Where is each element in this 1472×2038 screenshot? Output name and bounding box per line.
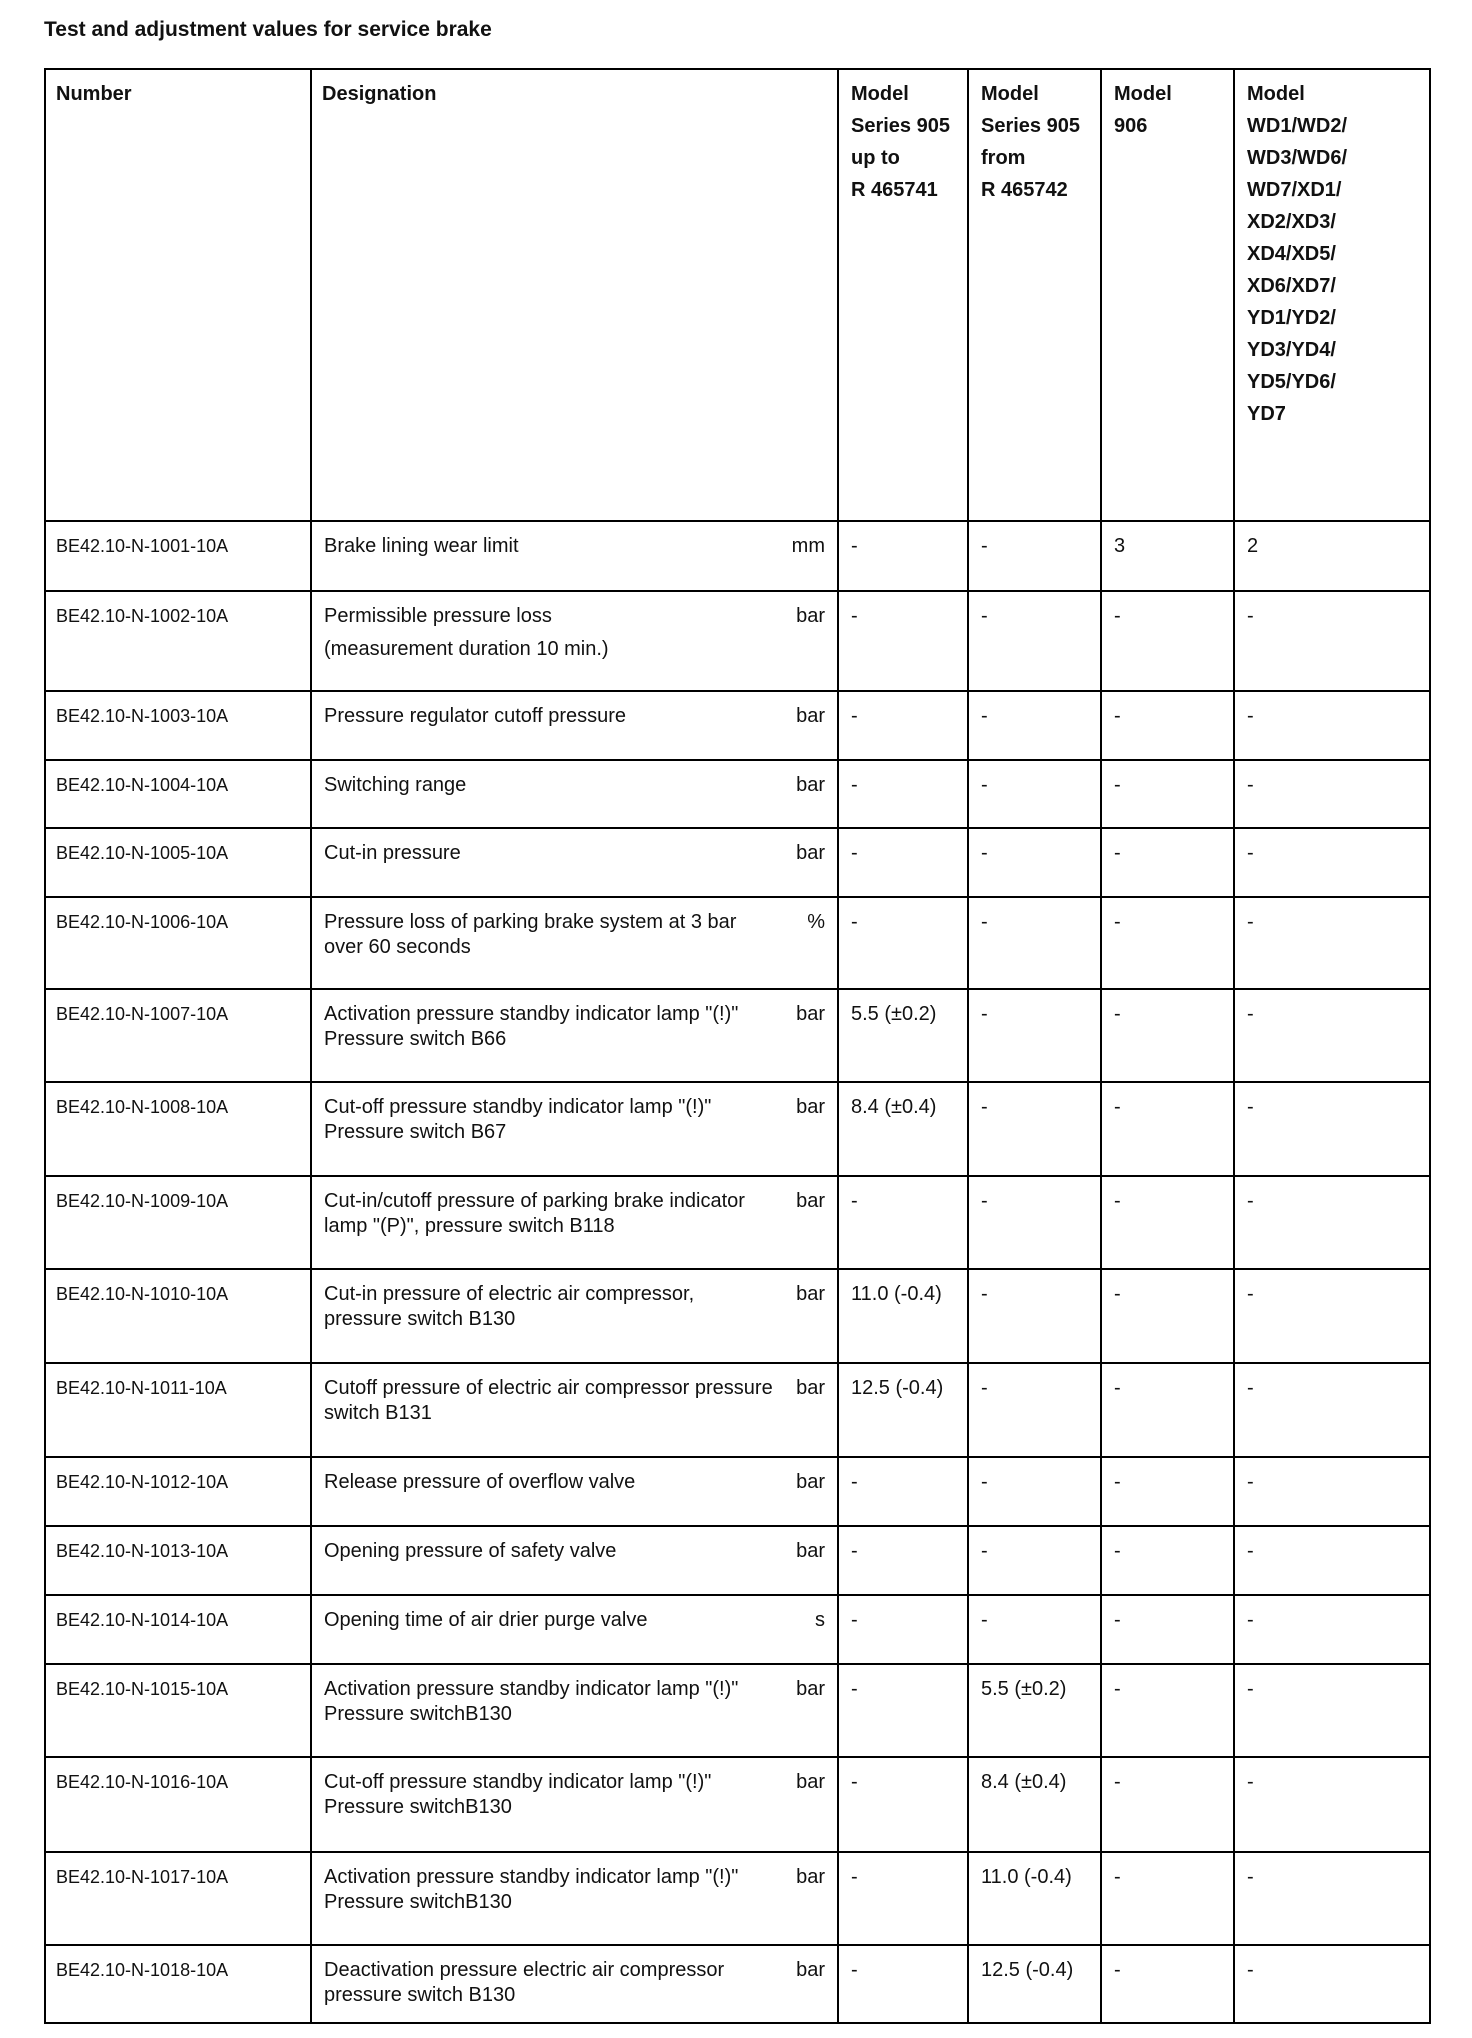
unit-label: bar (796, 1471, 825, 1493)
table-row (45, 1269, 1430, 1363)
cell-designation (311, 691, 838, 760)
unit-label: bar (796, 1959, 825, 1981)
header-line: WD3/WD6/ (1247, 147, 1347, 169)
cell-model-2: - (968, 1082, 1101, 1176)
unit-label: bar (796, 774, 825, 796)
designation-text: Pressure loss of parking brake system at 3 bar over 60 seconds (324, 911, 737, 958)
table-body (45, 521, 1430, 2023)
table-row (45, 1757, 1430, 1852)
designation-text: Deactivation pressure electric air compressor pressure switch B130 (324, 1959, 725, 2006)
cell-model-2: - (968, 1269, 1101, 1363)
cell-number: BE42.10-N-1008-10A (45, 1082, 311, 1176)
cell-model-3: 3 (1101, 521, 1234, 591)
unit-label: bar (796, 1190, 825, 1212)
cell-designation (311, 760, 838, 828)
unit-label: bar (796, 1866, 825, 1888)
designation-text: Cut-in pressure of electric air compressor, pressure switch B130 (324, 1283, 695, 1330)
table-row (45, 1457, 1430, 1526)
cell-model-1: - (838, 521, 968, 591)
cell-model-4: - (1234, 1176, 1430, 1269)
cell-model-4: 2 (1234, 521, 1430, 591)
cell-designation (311, 591, 838, 691)
cell-model-2: 8.4 (±0.4) (968, 1757, 1101, 1852)
cell-model-2: - (968, 1176, 1101, 1269)
cell-model-1: - (838, 1945, 968, 2023)
table-row (45, 989, 1430, 1082)
header-model-3 (1101, 69, 1234, 521)
cell-model-1: - (838, 897, 968, 989)
header-line: Series 905 (851, 115, 950, 137)
cell-model-1: - (838, 760, 968, 828)
designation-text: Activation pressure standby indicator lamp "(!)" Pressure switchB130 (324, 1678, 739, 1725)
cell-model-1: - (838, 828, 968, 897)
cell-model-3: - (1101, 1082, 1234, 1176)
cell-model-4: - (1234, 760, 1430, 828)
header-line: XD4/XD5/ (1247, 243, 1336, 265)
cell-designation (311, 1269, 838, 1363)
header-line: YD3/YD4/ (1247, 339, 1336, 361)
cell-designation (311, 1526, 838, 1595)
cell-model-2: 12.5 (-0.4) (968, 1945, 1101, 2023)
unit-label: bar (796, 605, 825, 627)
header-line: WD1/WD2/ (1247, 115, 1347, 137)
table-row (45, 1363, 1430, 1457)
cell-model-2: - (968, 1526, 1101, 1595)
designation-text: Cut-off pressure standby indicator lamp "(!)" Pressure switchB130 (324, 1771, 712, 1818)
cell-model-2: - (968, 1595, 1101, 1664)
cell-model-2: - (968, 760, 1101, 828)
header-line: from (981, 147, 1026, 169)
cell-model-4: - (1234, 691, 1430, 760)
cell-model-2: 5.5 (±0.2) (968, 1664, 1101, 1757)
table-row (45, 897, 1430, 989)
cell-model-1: - (838, 1176, 968, 1269)
table-row (45, 1945, 1430, 2023)
header-line: R 465741 (851, 179, 938, 201)
header-line: XD6/XD7/ (1247, 275, 1336, 297)
table-row (45, 591, 1430, 691)
cell-model-1: 12.5 (-0.4) (838, 1363, 968, 1457)
cell-designation (311, 989, 838, 1082)
cell-model-3: - (1101, 828, 1234, 897)
designation-text: Activation pressure standby indicator lamp "(!)" Pressure switch B66 (324, 1003, 739, 1050)
cell-model-3: - (1101, 1852, 1234, 1945)
cell-model-3: - (1101, 760, 1234, 828)
designation-text: Brake lining wear limit (324, 535, 519, 557)
cell-model-4: - (1234, 1526, 1430, 1595)
cell-model-2: - (968, 1363, 1101, 1457)
table-row (45, 1595, 1430, 1664)
designation-text: Opening time of air drier purge valve (324, 1609, 648, 1631)
cell-model-4: - (1234, 1457, 1430, 1526)
cell-model-3: - (1101, 1269, 1234, 1363)
cell-designation (311, 828, 838, 897)
cell-model-4: - (1234, 897, 1430, 989)
cell-number: BE42.10-N-1014-10A (45, 1595, 311, 1664)
unit-label: % (807, 911, 825, 933)
cell-designation (311, 1757, 838, 1852)
header-line: YD7 (1247, 403, 1286, 425)
cell-number: BE42.10-N-1002-10A (45, 591, 311, 691)
page-title: Test and adjustment values for service brake (44, 18, 492, 41)
cell-model-3: - (1101, 1176, 1234, 1269)
cell-model-2: - (968, 691, 1101, 760)
cell-number: BE42.10-N-1010-10A (45, 1269, 311, 1363)
cell-designation (311, 1363, 838, 1457)
unit-label: bar (796, 1771, 825, 1793)
cell-model-2: - (968, 989, 1101, 1082)
cell-model-4: - (1234, 1664, 1430, 1757)
cell-number: BE42.10-N-1012-10A (45, 1457, 311, 1526)
cell-model-4: - (1234, 989, 1430, 1082)
table-row (45, 521, 1430, 591)
header-model-2 (968, 69, 1101, 521)
header-line: YD1/YD2/ (1247, 307, 1336, 329)
designation-text: Permissible pressure loss (324, 605, 552, 627)
cell-model-3: - (1101, 989, 1234, 1082)
cell-model-3: - (1101, 1664, 1234, 1757)
table-row (45, 760, 1430, 828)
header-line: Model (981, 83, 1039, 105)
cell-model-2: 11.0 (-0.4) (968, 1852, 1101, 1945)
cell-model-1: - (838, 591, 968, 691)
header-line: WD7/XD1/ (1247, 179, 1342, 201)
cell-model-1: - (838, 1757, 968, 1852)
unit-label: bar (796, 1377, 825, 1399)
table-row (45, 1176, 1430, 1269)
cell-model-3: - (1101, 1595, 1234, 1664)
cell-number: BE42.10-N-1017-10A (45, 1852, 311, 1945)
cell-model-1: - (838, 1526, 968, 1595)
header-line: 906 (1114, 115, 1148, 137)
cell-model-4: - (1234, 1852, 1430, 1945)
cell-model-3: - (1101, 1457, 1234, 1526)
table-row (45, 1526, 1430, 1595)
cell-number: BE42.10-N-1003-10A (45, 691, 311, 760)
designation-text: Cut-off pressure standby indicator lamp "(!)" Pressure switch B67 (324, 1096, 712, 1143)
cell-model-1: 5.5 (±0.2) (838, 989, 968, 1082)
designation-text: Pressure regulator cutoff pressure (324, 705, 627, 727)
cell-model-1: 8.4 (±0.4) (838, 1082, 968, 1176)
cell-model-2: - (968, 1457, 1101, 1526)
cell-model-4: - (1234, 828, 1430, 897)
cell-model-4: - (1234, 1082, 1430, 1176)
designation-text: Cut-in/cutoff pressure of parking brake indicator lamp "(P)", pressure switch B118 (324, 1190, 745, 1237)
unit-label: bar (796, 1540, 825, 1562)
cell-designation (311, 1945, 838, 2023)
cell-number: BE42.10-N-1009-10A (45, 1176, 311, 1269)
cell-number: BE42.10-N-1006-10A (45, 897, 311, 989)
cell-designation (311, 521, 838, 591)
designation-text: Release pressure of overflow valve (324, 1471, 636, 1493)
cell-number: BE42.10-N-1016-10A (45, 1757, 311, 1852)
cell-model-3: - (1101, 591, 1234, 691)
cell-model-3: - (1101, 1363, 1234, 1457)
cell-model-4: - (1234, 1363, 1430, 1457)
header-line: Model (851, 83, 909, 105)
cell-model-3: - (1101, 897, 1234, 989)
cell-model-2: - (968, 828, 1101, 897)
cell-model-3: - (1101, 1945, 1234, 2023)
header-line: Model (1247, 83, 1305, 105)
cell-model-2: - (968, 591, 1101, 691)
cell-number: BE42.10-N-1007-10A (45, 989, 311, 1082)
cell-number: BE42.10-N-1011-10A (45, 1363, 311, 1457)
header-line: R 465742 (981, 179, 1068, 201)
unit-label: bar (796, 1283, 825, 1305)
cell-model-3: - (1101, 1526, 1234, 1595)
cell-model-3: - (1101, 691, 1234, 760)
cell-model-2: - (968, 521, 1101, 591)
unit-label: mm (791, 535, 825, 557)
unit-label: bar (796, 1096, 825, 1118)
header-line: YD5/YD6/ (1247, 371, 1336, 393)
header-line: Series 905 (981, 115, 1080, 137)
cell-number: BE42.10-N-1004-10A (45, 760, 311, 828)
cell-model-3: - (1101, 1757, 1234, 1852)
unit-label: s (815, 1609, 825, 1631)
cell-number: BE42.10-N-1018-10A (45, 1945, 311, 2023)
cell-model-2: - (968, 897, 1101, 989)
cell-designation (311, 1595, 838, 1664)
cell-designation (311, 1176, 838, 1269)
header-model-4 (1234, 69, 1430, 521)
designation-subtext: (measurement duration 10 min.) (324, 638, 609, 660)
designation-text: Activation pressure standby indicator lamp "(!)" Pressure switchB130 (324, 1866, 739, 1913)
cell-designation (311, 897, 838, 989)
cell-designation (311, 1664, 838, 1757)
header-row (45, 69, 1430, 521)
unit-label: bar (796, 1003, 825, 1025)
unit-label: bar (796, 705, 825, 727)
table-row (45, 1082, 1430, 1176)
cell-model-1: - (838, 1852, 968, 1945)
designation-text: Cutoff pressure of electric air compressor pressure switch B131 (324, 1377, 773, 1424)
unit-label: bar (796, 842, 825, 864)
designation-text: Opening pressure of safety valve (324, 1540, 617, 1562)
cell-model-1: - (838, 691, 968, 760)
cell-number: BE42.10-N-1015-10A (45, 1664, 311, 1757)
unit-label: bar (796, 1678, 825, 1700)
cell-model-4: - (1234, 1269, 1430, 1363)
table-row (45, 1664, 1430, 1757)
cell-model-1: 11.0 (-0.4) (838, 1269, 968, 1363)
cell-model-4: - (1234, 1945, 1430, 2023)
header-line: XD2/XD3/ (1247, 211, 1336, 233)
cell-model-4: - (1234, 1595, 1430, 1664)
cell-designation (311, 1457, 838, 1526)
header-designation: Designation (311, 69, 838, 521)
cell-number: BE42.10-N-1013-10A (45, 1526, 311, 1595)
header-number: Number (45, 69, 311, 521)
cell-number: BE42.10-N-1001-10A (45, 521, 311, 591)
header-line: up to (851, 147, 900, 169)
cell-model-1: - (838, 1457, 968, 1526)
table-row (45, 828, 1430, 897)
designation-text: Cut-in pressure (324, 842, 461, 864)
cell-designation (311, 1852, 838, 1945)
cell-model-1: - (838, 1664, 968, 1757)
designation-text: Switching range (324, 774, 467, 796)
cell-designation (311, 1082, 838, 1176)
table-row (45, 1852, 1430, 1945)
cell-model-4: - (1234, 591, 1430, 691)
header-model-1 (838, 69, 968, 521)
cell-model-1: - (838, 1595, 968, 1664)
header-line: Model (1114, 83, 1172, 105)
cell-model-4: - (1234, 1757, 1430, 1852)
spec-table (44, 68, 1431, 2024)
cell-number: BE42.10-N-1005-10A (45, 828, 311, 897)
table-row (45, 691, 1430, 760)
